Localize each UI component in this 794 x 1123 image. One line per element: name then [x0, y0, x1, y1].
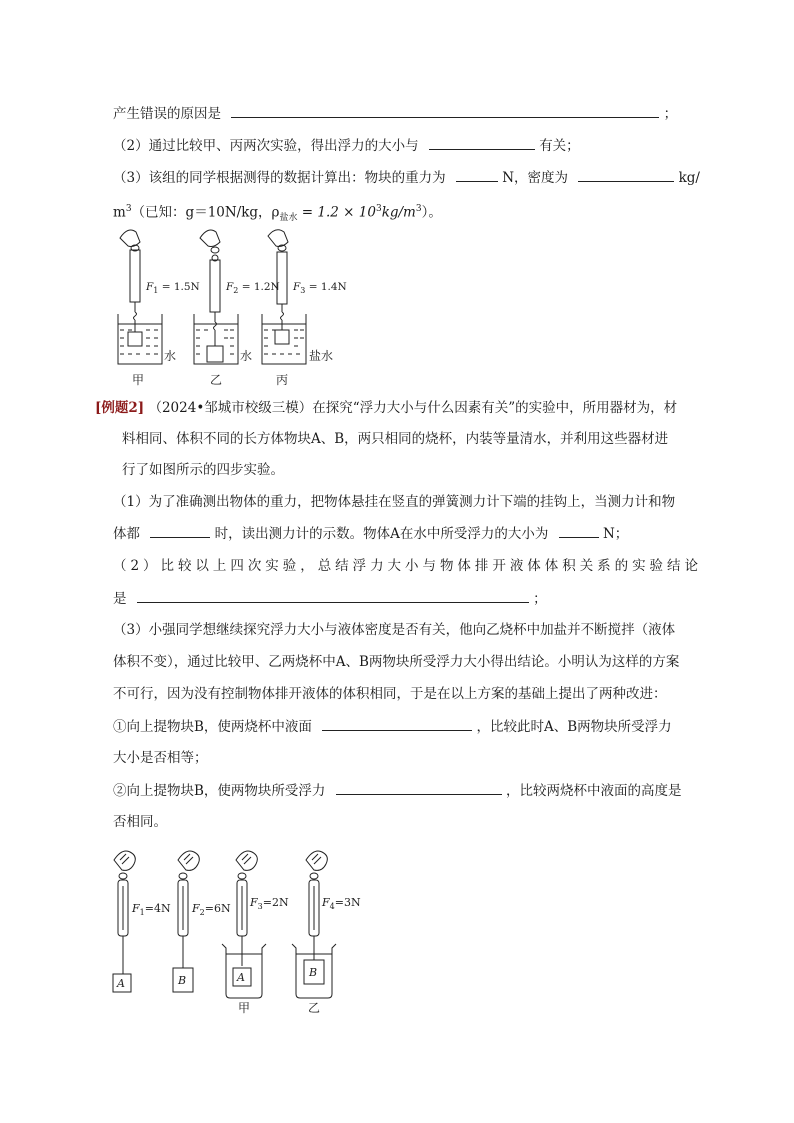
opt2-prefix: ②向上提物块B，使两物块所受浮力: [113, 783, 326, 799]
caption-jia: 甲: [132, 373, 145, 387]
scale-1: [120, 230, 142, 346]
rho-value: = 1.2 × 10: [297, 204, 376, 221]
liquid-label-1: 水: [164, 349, 177, 363]
option2-line2: 否相同。: [113, 814, 167, 830]
rho-unit: kg/m: [381, 204, 416, 221]
intro-text-1: （2024•邹城市校级三模）在探究“浮力大小与什么因素有关”的实验中，所用器材为，材: [148, 400, 678, 416]
option1-line: [113, 716, 672, 737]
f1-label: $F_1 = 1.5N$: [146, 281, 200, 295]
item3-line2: [113, 199, 442, 228]
error-reason-blank[interactable]: [231, 103, 659, 118]
end-punct: ）。: [421, 204, 442, 221]
conclusion-blank[interactable]: [137, 588, 529, 603]
item2-suffix: 有关；: [539, 138, 580, 154]
rho-sub: 盐水: [279, 213, 298, 224]
scale-2: [200, 230, 223, 362]
weight-blank[interactable]: [456, 167, 498, 182]
beaker-2: [194, 314, 238, 364]
caption-bing: 丙: [276, 373, 289, 387]
scale-a-air: [113, 851, 135, 992]
figure2-spring-scales: [108, 846, 398, 1016]
fig2-f4-label: $F_4=3N$: [322, 896, 361, 911]
q1-mid: 时，读出测力计的示数。物体A在水中所受浮力的大小为: [214, 526, 549, 542]
figure1-spring-scales: [110, 226, 370, 392]
opt1-suffix: ，比较此时A、B两物块所受浮力: [476, 719, 672, 735]
block-a-label: A: [117, 977, 125, 990]
item2-blank[interactable]: [429, 135, 535, 150]
scale-a-water: [233, 851, 257, 986]
exp: 3: [125, 204, 132, 214]
beaker-1: [118, 314, 162, 364]
example2-q2-line2: [113, 588, 547, 609]
q1-prefix: 体都: [113, 526, 140, 542]
fig2-f2-label: $F_2=6N$: [192, 902, 231, 917]
error-reason-label: 产生错误的原因是: [113, 106, 221, 122]
unit-kg: kg/: [678, 170, 700, 186]
example-tag: [例题2]: [95, 400, 145, 416]
fig2-caption-yi: 乙: [308, 1001, 321, 1015]
caption-yi: 乙: [210, 373, 223, 387]
example2-q3-line3: 不可行，因为没有控制物体排开液体的体积相同，于是在以上方案的基础上提出了两种改进：: [113, 686, 667, 702]
f2-label: $F_2 = 1.2N$: [226, 281, 280, 295]
buoyancy-a-blank[interactable]: [559, 523, 599, 538]
block-b-label: B: [178, 974, 187, 987]
block-b-submerged-label: B: [309, 966, 318, 979]
fig2-caption-jia: 甲: [238, 1001, 251, 1015]
example2-q3-line1: （3）小强同学想继续探究浮力大小与液体密度是否有关，他向乙烧杯中加盐并不断搅拌（液体: [113, 622, 676, 638]
error-reason-line: [113, 103, 677, 124]
punct: ；: [663, 106, 678, 122]
beaker-3: [262, 314, 306, 364]
fig2-f1-label: $F_1=4N$: [132, 902, 171, 917]
item3-line: [113, 167, 700, 188]
option2-line: [113, 780, 682, 801]
q1-suffix: N；: [602, 526, 629, 542]
rho-unit-exp: 3: [415, 204, 422, 214]
buoyancy-blank[interactable]: [336, 780, 502, 795]
state-blank[interactable]: [150, 523, 210, 538]
density-blank[interactable]: [578, 167, 674, 182]
liquid-level-blank[interactable]: [322, 716, 472, 731]
known-text: （已知：g＝10N/kg，ρ: [131, 204, 280, 221]
item2-text: （2）通过比较甲、丙两次实验，得出浮力的大小与: [113, 138, 419, 154]
block-a-submerged-label: A: [237, 971, 245, 984]
item2-line: [113, 135, 580, 156]
f3-label: $F_3 = 1.4N$: [293, 281, 347, 295]
example2-q1-line1: （1）为了准确测出物体的重力，把物体悬挂在竖直的弹簧测力计下端的挂钩上，当测力计和物: [113, 494, 676, 510]
q2-suffix: ；: [533, 591, 547, 607]
example2-intro-line1: [95, 398, 677, 418]
scale-b-air: [173, 851, 199, 992]
fig2-f3-label: $F_3=2N$: [250, 896, 289, 911]
opt1-prefix: ①向上提物块B，使两烧杯中液面: [113, 719, 312, 735]
example2-q2-line1: （2）比较以上四次实验，总结浮力大小与物体排开液体体积关系的实验结论: [113, 558, 698, 574]
item3-text: （3）该组的同学根据测得的数据计算出：物块的重力为: [113, 170, 446, 186]
liquid-label-3: 盐水: [309, 349, 334, 363]
example2-intro-line3: 行了如图所示的四步实验。: [122, 462, 284, 478]
example2-q3-line2: 体积不变），通过比较甲、乙两烧杯中A、B两物块所受浮力大小得出结论。小明认为这样的方案: [113, 654, 680, 670]
unit-n: N，密度为: [502, 170, 568, 186]
q2-prefix: 是: [113, 591, 127, 607]
option1-line2: 大小是否相等；: [113, 750, 208, 766]
opt2-suffix: ，比较两烧杯中液面的高度是: [506, 783, 682, 799]
unit-m: m: [113, 204, 126, 221]
example2-q1-line2: [113, 523, 628, 544]
example2-intro-line2: 料相同、体积不同的长方体物块A、B，两只相同的烧杯，内装等量清水，并利用这些器材进: [122, 431, 669, 447]
rho-exp: 3: [375, 204, 382, 214]
liquid-label-2: 水: [240, 349, 253, 363]
scale-b-water: [304, 851, 327, 984]
